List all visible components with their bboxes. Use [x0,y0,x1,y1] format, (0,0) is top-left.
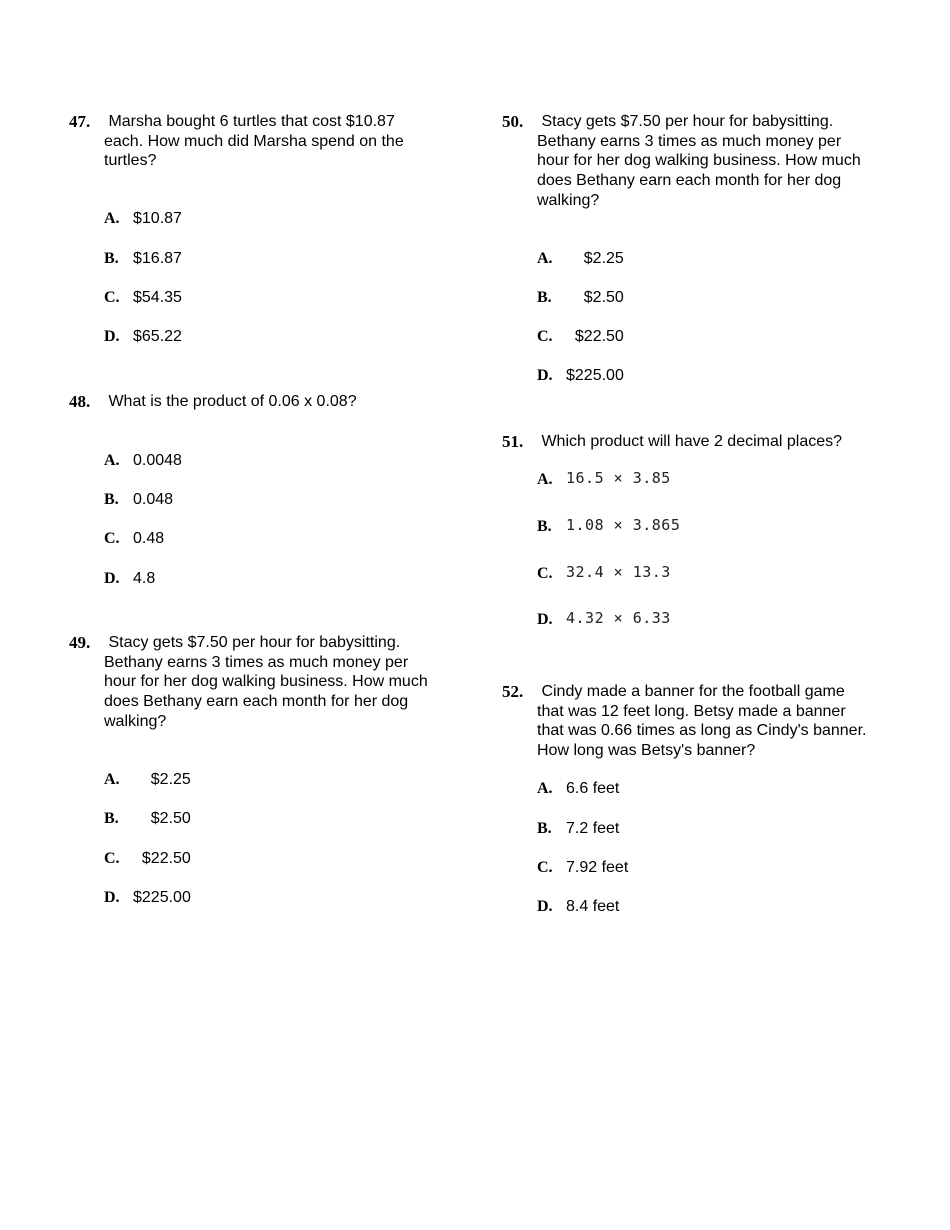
question-text: Marsha bought 6 turtles that cost $10.87 each. How much did Marsha spend on the turtles? [104,113,404,170]
option-letter: A. [537,471,553,488]
option-value: $2.25 [133,771,191,788]
question-text: Stacy gets $7.50 per hour for babysitting. Bethany earns 3 times as much money per hour for her dog walking business. How much does Bethany earn each month for her dog walking? [537,113,861,209]
option-letter: A. [104,452,120,469]
option-letter: C. [104,530,120,547]
option-letter: B. [104,810,119,827]
option-value: $2.50 [566,289,624,306]
option-value: $10.87 [133,210,182,227]
question-number: 52. [502,682,524,701]
option-value: $225.00 [133,889,191,906]
option-value: $2.25 [566,250,624,267]
option-letter: D. [104,889,120,906]
question-text: Which product will have 2 decimal places? [537,433,843,450]
option-value: 1.08 × 3.865 [566,516,681,534]
option-letter: B. [537,289,552,306]
option-letter: B. [104,250,119,267]
option-value: 0.48 [133,530,165,547]
option-letter: A. [537,250,553,267]
option-letter: D. [537,898,553,915]
question-number: 51. [502,432,524,451]
question-text: What is the product of 0.06 x 0.08? [104,393,357,410]
option-value: 4.8 [133,570,156,587]
question-number: 50. [502,112,524,131]
option-letter: D. [537,367,553,384]
option-letter: C. [537,565,553,582]
option-letter: C. [104,289,120,306]
option-value: 0.0048 [133,452,182,469]
option-value: 16.5 × 3.85 [566,469,671,487]
option-value: 7.92 feet [566,859,629,876]
option-value: 7.2 feet [566,820,620,837]
question-text: Stacy gets $7.50 per hour for babysitting. Bethany earns 3 times as much money per hour for her dog walking business. How much does Bethany earn each month for her dog walking? [104,634,428,730]
option-value: $2.50 [133,810,191,827]
option-letter: D. [537,611,553,628]
question-number: 48. [69,392,91,411]
option-letter: D. [104,328,120,345]
option-value: $22.50 [133,850,191,867]
option-letter: D. [104,570,120,587]
option-value: $54.35 [133,289,182,306]
option-value: $22.50 [566,328,624,345]
option-value: $225.00 [566,367,624,384]
option-letter: B. [537,820,552,837]
option-letter: B. [537,518,552,535]
option-letter: A. [104,771,120,788]
option-value: 4.32 × 6.33 [566,609,671,627]
option-value: 8.4 feet [566,898,620,915]
option-value: $65.22 [133,328,182,345]
option-letter: A. [537,780,553,797]
option-letter: C. [537,328,553,345]
option-value: $16.87 [133,250,182,267]
option-value: 6.6 feet [566,780,620,797]
question-text: Cindy made a banner for the football game that was 12 feet long. Betsy made a banner that was 0.66 times as long as Cindy's banner. How long was Betsy's banner? [537,683,867,760]
option-value: 0.048 [133,491,174,508]
option-letter: B. [104,491,119,508]
option-letter: C. [104,850,120,867]
option-letter: C. [537,859,553,876]
option-letter: A. [104,210,120,227]
question-number: 47. [69,112,91,131]
option-value: 32.4 × 13.3 [566,563,671,581]
question-number: 49. [69,633,91,652]
